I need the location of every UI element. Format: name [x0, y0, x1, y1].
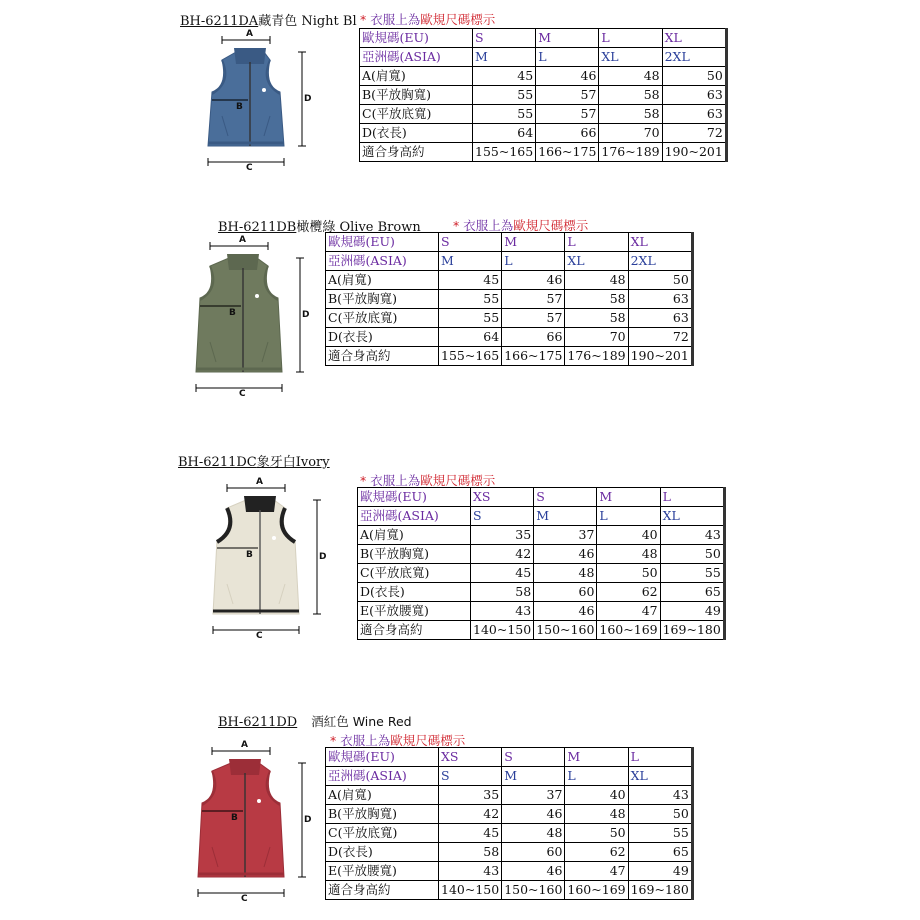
dim-label-d: D [302, 310, 310, 320]
size-note: * 衣服上為歐規尺碼標示 [360, 473, 496, 488]
dim-label-b: B [229, 308, 236, 318]
vest-illustration [195, 478, 325, 638]
table-cell: 63 [662, 105, 726, 124]
table-cell: 72 [628, 328, 692, 347]
row-label: C(平放底寬) [360, 105, 473, 124]
table-row [358, 564, 725, 583]
table-cell: 40 [597, 526, 660, 545]
table-cell: 43 [439, 862, 502, 881]
table-cell: 2XL [662, 48, 726, 67]
table-cell: 70 [565, 328, 628, 347]
table-cell: S [471, 507, 534, 526]
table-cell: S [534, 488, 597, 507]
table-cell: XL [599, 48, 662, 67]
table-cell: L [565, 767, 628, 786]
table-cell: 50 [660, 545, 724, 564]
product-code: BH-6211DA [180, 14, 259, 29]
row-label: E(平放腰寬) [326, 862, 439, 881]
table-cell: 57 [502, 290, 565, 309]
table-cell: 48 [599, 67, 662, 86]
dim-label-b: B [236, 102, 243, 112]
row-label: 亞洲碼(ASIA) [326, 767, 439, 786]
table-cell: 169~180 [628, 881, 692, 900]
table-row [326, 271, 693, 290]
table-cell: M [439, 252, 502, 271]
table-row [326, 748, 693, 767]
table-cell: 55 [473, 86, 536, 105]
dim-label-b: B [231, 813, 238, 823]
size-table [325, 232, 694, 366]
row-label: 亞洲碼(ASIA) [360, 48, 473, 67]
table-cell: 65 [628, 843, 692, 862]
table-cell: M [597, 488, 660, 507]
table-row [358, 621, 725, 640]
table-cell: 49 [660, 602, 724, 621]
product-color: 藏青色 Night Bl [258, 14, 357, 29]
table-row [358, 526, 725, 545]
table-cell: 64 [473, 124, 536, 143]
vest-illustration [178, 236, 308, 396]
row-label: 適合身高約 [326, 347, 439, 366]
table-cell: 169~180 [660, 621, 724, 640]
table-cell: 166~175 [502, 347, 565, 366]
table-cell: 70 [599, 124, 662, 143]
table-cell: 55 [439, 309, 502, 328]
row-label: A(肩寬) [358, 526, 471, 545]
table-cell: 46 [502, 862, 565, 881]
table-cell: XS [439, 748, 502, 767]
table-row [326, 328, 693, 347]
vest-body [198, 763, 284, 877]
table-cell: 55 [473, 105, 536, 124]
row-label: D(衣長) [358, 583, 471, 602]
vest-image [195, 477, 327, 641]
vest-logo [272, 536, 276, 540]
table-cell: 46 [534, 602, 597, 621]
table-cell: 62 [597, 583, 660, 602]
table-cell: 58 [565, 290, 628, 309]
table-cell: 45 [471, 564, 534, 583]
table-cell: 50 [662, 67, 726, 86]
table-cell: 60 [534, 583, 597, 602]
size-table [325, 747, 694, 900]
vest-collar [229, 759, 261, 775]
table-cell: 57 [536, 86, 599, 105]
table-cell: 140~150 [471, 621, 534, 640]
table-cell: 150~160 [502, 881, 565, 900]
table-cell: 72 [662, 124, 726, 143]
table-cell: 42 [471, 545, 534, 564]
table-row [360, 29, 727, 48]
table-cell: 58 [599, 105, 662, 124]
table-row [360, 124, 727, 143]
table-row [326, 862, 693, 881]
vest-logo [262, 88, 266, 92]
table-cell: 57 [536, 105, 599, 124]
table-cell: 45 [439, 824, 502, 843]
dim-label-d: D [304, 94, 312, 104]
table-cell: 48 [597, 545, 660, 564]
table-row [358, 507, 725, 526]
table-row [326, 824, 693, 843]
table-cell: 190~201 [628, 347, 692, 366]
table-cell: 176~189 [565, 347, 628, 366]
table-row [326, 767, 693, 786]
table-cell: 46 [534, 545, 597, 564]
table-cell: 66 [536, 124, 599, 143]
row-label: C(平放底寬) [326, 309, 439, 328]
table-cell: L [597, 507, 660, 526]
size-table [357, 487, 726, 640]
table-cell: M [536, 29, 599, 48]
table-row [358, 602, 725, 621]
table-cell: 46 [502, 271, 565, 290]
row-label: A(肩寬) [360, 67, 473, 86]
table-cell: 46 [502, 805, 565, 824]
product-color: 酒紅色 Wine Red [311, 714, 412, 729]
dim-label-c: C [239, 389, 246, 399]
table-cell: 60 [502, 843, 565, 862]
row-label: B(平放胸寬) [360, 86, 473, 105]
table-row [326, 233, 693, 252]
table-cell: 43 [660, 526, 724, 545]
vest-body [208, 52, 284, 146]
table-row [326, 786, 693, 805]
product-code: BH-6211DB [218, 220, 297, 235]
table-row [326, 252, 693, 271]
table-cell: 150~160 [534, 621, 597, 640]
table-cell: S [502, 748, 565, 767]
row-label: D(衣長) [326, 843, 439, 862]
table-cell: 166~175 [536, 143, 599, 162]
table-cell: 37 [534, 526, 597, 545]
product-title [178, 451, 330, 470]
table-cell: 58 [439, 843, 502, 862]
vest-logo [257, 799, 261, 803]
row-label: 適合身高約 [358, 621, 471, 640]
row-label: A(肩寬) [326, 786, 439, 805]
row-label: 歐規碼(EU) [360, 29, 473, 48]
table-cell: 58 [471, 583, 534, 602]
table-row [326, 290, 693, 309]
table-cell: 47 [565, 862, 628, 881]
table-cell: 160~169 [565, 881, 628, 900]
table-cell: 176~189 [599, 143, 662, 162]
row-label: C(平放底寬) [326, 824, 439, 843]
table-cell: XS [471, 488, 534, 507]
table-cell: 48 [534, 564, 597, 583]
table-cell: M [473, 48, 536, 67]
table-cell: 40 [565, 786, 628, 805]
vest-image [180, 740, 312, 904]
vest-body [196, 258, 282, 372]
row-label: 亞洲碼(ASIA) [326, 252, 439, 271]
table-cell: 48 [502, 824, 565, 843]
table-cell: 42 [439, 805, 502, 824]
table-cell: XL [628, 767, 692, 786]
table-cell: L [599, 29, 662, 48]
vest-collar [227, 254, 259, 270]
row-label: 歐規碼(EU) [358, 488, 471, 507]
table-cell: 58 [599, 86, 662, 105]
table-cell: 45 [439, 271, 502, 290]
table-cell: 55 [628, 824, 692, 843]
dim-label-a: A [246, 29, 253, 39]
table-cell: 155~165 [439, 347, 502, 366]
table-cell: 155~165 [473, 143, 536, 162]
product-color: 橄欖綠 Olive Brown [296, 220, 421, 235]
table-row [326, 309, 693, 328]
row-label: C(平放底寬) [358, 564, 471, 583]
table-cell: 63 [662, 86, 726, 105]
size-note: * 衣服上為歐規尺碼標示 [360, 12, 496, 27]
table-cell: L [660, 488, 724, 507]
row-label: 亞洲碼(ASIA) [358, 507, 471, 526]
table-cell: S [439, 233, 502, 252]
table-cell: 2XL [628, 252, 692, 271]
table-row [360, 86, 727, 105]
table-cell: L [536, 48, 599, 67]
table-cell: 55 [439, 290, 502, 309]
table-cell: 57 [502, 309, 565, 328]
table-cell: 63 [628, 309, 692, 328]
table-cell: L [565, 233, 628, 252]
vest-illustration [190, 30, 310, 170]
dim-label-a: A [239, 235, 246, 245]
product-code: BH-6211DD [218, 715, 298, 730]
table-cell: 50 [628, 805, 692, 824]
vest-image [190, 29, 312, 173]
table-cell: 55 [660, 564, 724, 583]
table-row [358, 545, 725, 564]
table-cell: 50 [628, 271, 692, 290]
product-title [218, 712, 412, 730]
dim-label-c: C [256, 631, 263, 641]
table-cell: 46 [536, 67, 599, 86]
table-cell: M [502, 233, 565, 252]
table-row [326, 347, 693, 366]
table-cell: M [534, 507, 597, 526]
table-row [360, 143, 727, 162]
dim-label-a: A [241, 740, 248, 750]
row-label: B(平放胸寬) [326, 805, 439, 824]
table-cell: 45 [473, 67, 536, 86]
table-row [360, 48, 727, 67]
vest-collar [234, 48, 266, 64]
table-row [358, 583, 725, 602]
table-cell: 50 [597, 564, 660, 583]
row-label: D(衣長) [360, 124, 473, 143]
dim-label-c: C [246, 163, 253, 173]
size-note: * 衣服上為歐規尺碼標示 [453, 218, 589, 233]
dim-label-c: C [241, 894, 248, 904]
table-cell: 43 [471, 602, 534, 621]
row-label: B(平放胸寬) [358, 545, 471, 564]
size-table [359, 28, 728, 162]
table-cell: 160~169 [597, 621, 660, 640]
table-cell: S [439, 767, 502, 786]
vest-image [178, 235, 310, 399]
table-cell: 47 [597, 602, 660, 621]
table-cell: XL [662, 29, 726, 48]
table-cell: S [473, 29, 536, 48]
table-cell: 190~201 [662, 143, 726, 162]
row-label: 歐規碼(EU) [326, 748, 439, 767]
table-cell: 140~150 [439, 881, 502, 900]
table-cell: 66 [502, 328, 565, 347]
product-code: BH-6211DC [178, 455, 257, 470]
row-label: 歐規碼(EU) [326, 233, 439, 252]
row-label: 適合身高約 [360, 143, 473, 162]
dim-label-b: B [246, 550, 253, 560]
row-label: E(平放腰寬) [358, 602, 471, 621]
vest-collar [244, 496, 276, 512]
product-color: 象牙白Ivory [256, 455, 330, 470]
vest-body [213, 500, 299, 614]
table-cell: XL [565, 252, 628, 271]
row-label: A(肩寬) [326, 271, 439, 290]
table-cell: M [565, 748, 628, 767]
row-label: D(衣長) [326, 328, 439, 347]
table-cell: XL [628, 233, 692, 252]
table-row [326, 805, 693, 824]
table-cell: 58 [565, 309, 628, 328]
table-cell: 43 [628, 786, 692, 805]
table-cell: 35 [439, 786, 502, 805]
table-row [326, 843, 693, 862]
table-cell: 48 [565, 805, 628, 824]
table-cell: L [502, 252, 565, 271]
table-cell: 50 [565, 824, 628, 843]
table-cell: 64 [439, 328, 502, 347]
table-row [360, 105, 727, 124]
table-cell: XL [660, 507, 724, 526]
vest-illustration [180, 741, 310, 901]
dim-label-d: D [304, 815, 312, 825]
dim-label-a: A [256, 477, 263, 487]
table-cell: 65 [660, 583, 724, 602]
row-label: 適合身高約 [326, 881, 439, 900]
dim-label-d: D [319, 552, 327, 562]
table-cell: 62 [565, 843, 628, 862]
size-note: * 衣服上為歐規尺碼標示 [330, 733, 466, 748]
product-title [180, 10, 357, 29]
table-row [358, 488, 725, 507]
table-cell: L [628, 748, 692, 767]
table-cell: 48 [565, 271, 628, 290]
table-cell: M [502, 767, 565, 786]
table-cell: 49 [628, 862, 692, 881]
table-cell: 35 [471, 526, 534, 545]
table-cell: 63 [628, 290, 692, 309]
table-row [326, 881, 693, 900]
row-label: B(平放胸寬) [326, 290, 439, 309]
table-cell: 37 [502, 786, 565, 805]
vest-logo [255, 294, 259, 298]
table-row [360, 67, 727, 86]
